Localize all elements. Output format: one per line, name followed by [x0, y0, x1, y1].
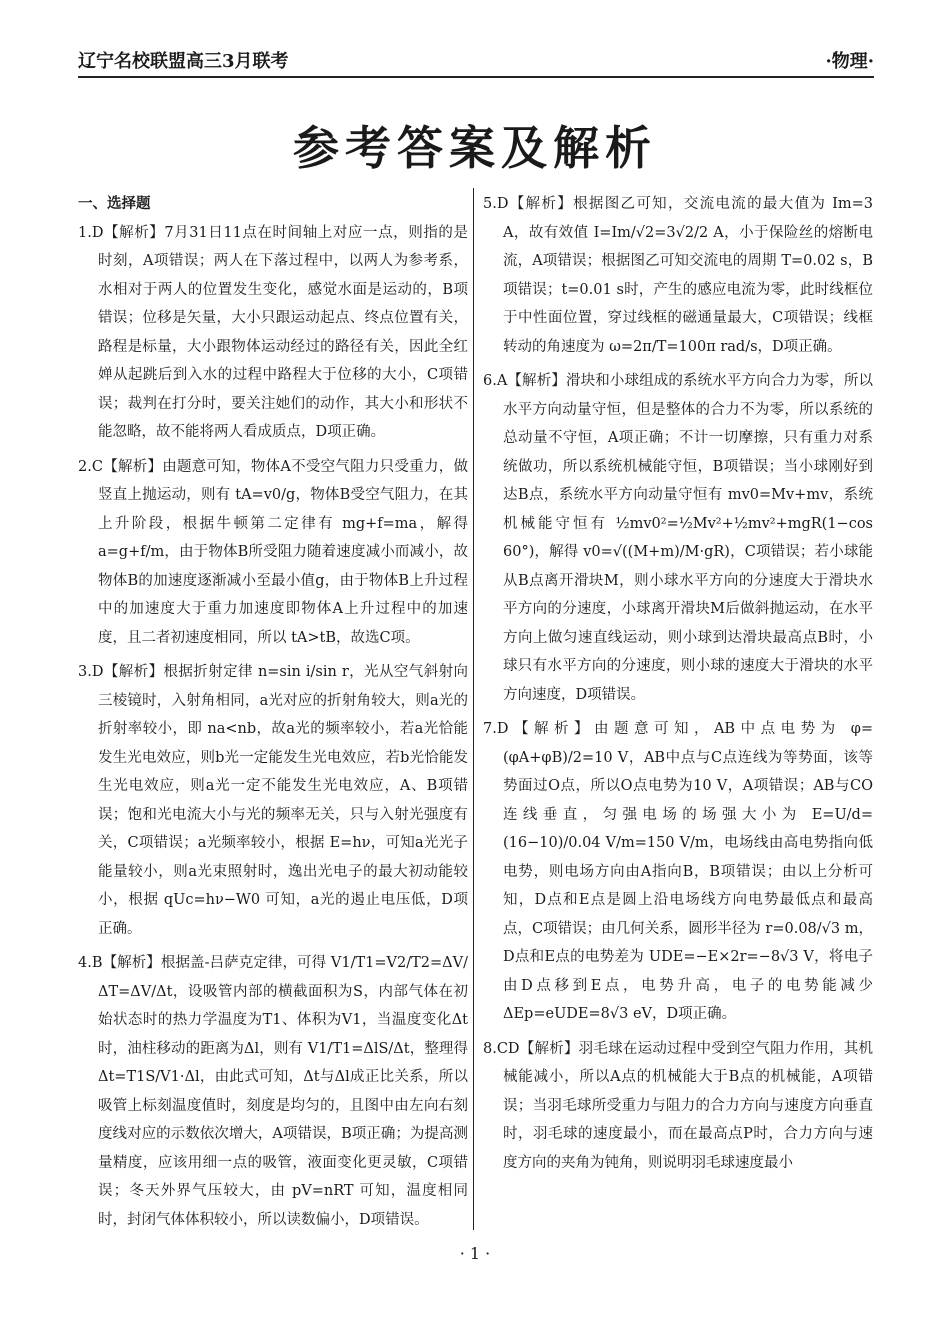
answer-q7: 7.D【解析】由题意可知，AB中点电势为 φ=(φA+φB)/2=10 V，AB中点与C点连线为等势面，该等势面过O点，所以O点电势为10 V，A项错误；AB与CO连线垂直，匀强电场的场强大小为 E=U/d=(16−10)/0.04 V/m=150 V/m，电场线由高电势指向低电势，则电场方向由A指向B，B项错误；由以上分析可知，D点和E点是圆上沿电场线方向电势最低点和最高点，C项错误；由几何关系，圆形半径为 r=0.08/√3 m，D点和E点的电势差为 UDE=−E×2r=−8√3 V，将电子由D点移到E点，电势升高，电子的电势能减少 ΔEp=eUDE=8√3 eV，D项正确。 — [483, 721, 873, 1022]
exam-title: 辽宁名校联盟高三3月联考 — [78, 51, 289, 72]
answer-q1: 1.D【解析】7月31日11点在时间轴上对应一点，则指的是时刻，A项错误；两人在下落过程中，以两人为参考系，水相对于两人的位置发生变化，感觉水面是运动的，B项错误；位移是矢量，大小只跟运动起点、终点位置有关，路程是标量，大小跟物体运动经过的路径有关，因此全红婵从起跳后到入水的过程中路程大于位移的大小，C项错误；裁判在打分时，要关注她们的动作，其大小和形状不能忽略，故不能将两人看成质点，D项正确。 — [78, 224, 468, 440]
page-title: 参考答案及解析 — [293, 121, 657, 175]
answer-q8: 8.CD【解析】羽毛球在运动过程中受到空气阻力作用，其机械能减小，所以A点的机械能大于B点的机械能，A项错误；当羽毛球所受重力与阻力的合力方向与速度方向垂直时，羽毛球的速度最小，而在最高点P时，合力方向与速度方向的夹角为钝角，则说明羽毛球速度最小 — [483, 1040, 873, 1171]
section-heading: 一、选择题 — [78, 195, 151, 212]
answer-q2: 2.C【解析】由题意可知，物体A不受空气阻力只受重力，做竖直上抛运动，则有 tA=v0/g，物体B受空气阻力，在其上升阶段，根据牛顿第二定律有 mg+f=ma，解得 a=g+f/m，由于物体B所受阻力随着速度减小而减小，故物体B的加速度逐渐减小至最小值g，由于物体B上升过程中的加速度大于重力加速度即物体A上升过程中的加速度，且二者初速度相同，所以 tA>tB，故选C项。 — [78, 458, 468, 646]
page-header — [78, 50, 874, 78]
answer-q5: 5.D【解析】根据图乙可知，交流电流的最大值为 Im=3 A，故有效值 I=Im/√2=3√2/2 A，小于保险丝的熔断电流，A项错误；根据图乙可知交流电的周期 T=0.02 s，B项错误；t=0.01 s时，产生的感应电流为零，此时线框位于中性面位置，穿过线框的磁通量最大，C项错误；线框转动的角速度为 ω=2π/T=100π rad/s，D项正确。 — [483, 196, 873, 355]
column-divider — [473, 188, 474, 1230]
right-column — [483, 190, 873, 1183]
answer-q4: 4.B【解析】根据盖-吕萨克定律，可得 V1/T1=V2/T2=ΔV/ΔT=ΔV/Δt，设吸管内部的横截面积为S，内部气体在初始状态时的热力学温度为T1、体积为V1，当温度变化Δt时，油柱移动的距离为Δl，则有 V1/T1=ΔlS/Δt，整理得 Δt=T1S/V1·Δl，由此式可知，Δt与Δl成正比关系，所以吸管上标刻温度值时，刻度是均匀的，且图中由左向右刻度线对应的示数依次增大，A项错误，B项正确；为提高测量精度，应该用细一点的吸管，液面变化更灵敏，C项错误；冬天外界气压较大，由 pV=nRT 可知，温度相同时，封闭气体体积较小，所以读数偏小，D项错误。 — [78, 955, 468, 1228]
left-column — [78, 190, 468, 1240]
answer-q3: 3.D【解析】根据折射定律 n=sin i/sin r，光从空气斜射向三棱镜时，入射角相同，a光对应的折射角较大，则a光的折射率较小，即 na<nb，故a光的频率较小，若a光恰能发生光电效应，则b光一定能发生光电效应，若b光恰能发生光电效应，则a光一定不能发生光电效应，A、B项错误；饱和光电流大小与光的频率无关，只与入射光强度有关，C项错误；a光频率较小，根据 E=hν，可知a光光子能量较小，则a光束照射时，逸出光电子的最大初动能较小，根据 qUc=hν−W0 可知，a光的遏止电压低，D项正确。 — [78, 664, 468, 937]
subject-label: ·物理· — [825, 51, 874, 72]
answer-q6: 6.A【解析】滑块和小球组成的系统水平方向合力为零，所以水平方向动量守恒，但是整体的合力不为零，所以系统的总动量不守恒，A项正确；不计一切摩擦，只有重力对系统做功，所以系统机械能守恒，B项错误；当小球刚好到达B点，系统水平方向动量守恒有 mv0=Mv+mv，系统机械能守恒有 ½mv0²=½Mv²+½mv²+mgR(1−cos 60°)，解得 v0=√((M+m)/M·gR)，C项错误；若小球能从B点离开滑块M，则小球水平方向的分速度大于滑块水平方向的分速度，小球离开滑块M后做斜抛运动，在水平方向上做匀速直线运动，则小球到达滑块最高点B时，小球只有水平方向的分速度，则小球的速度大于滑块的水平方向速度，D项错误。 — [483, 373, 873, 703]
page-number: · 1 · — [459, 1244, 491, 1263]
